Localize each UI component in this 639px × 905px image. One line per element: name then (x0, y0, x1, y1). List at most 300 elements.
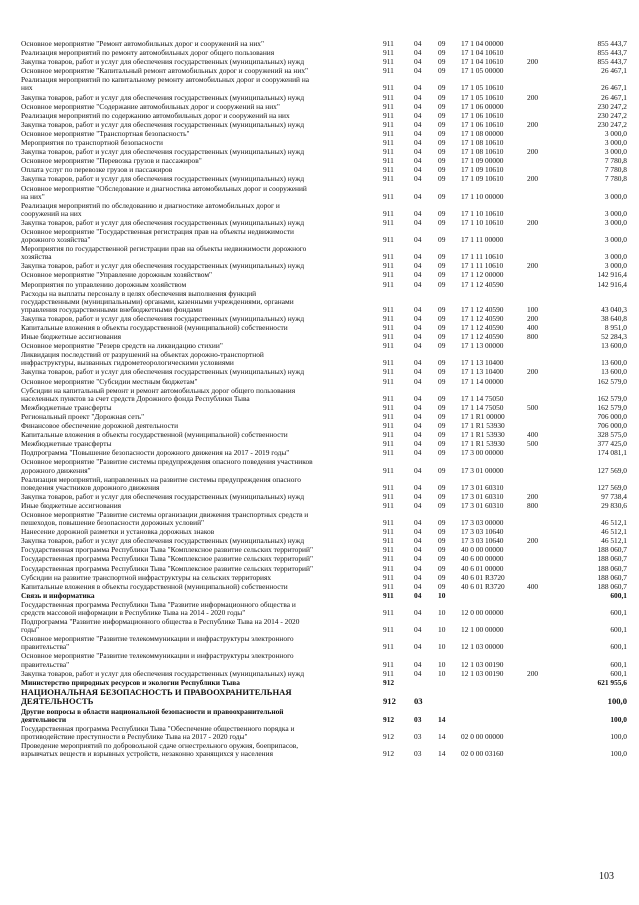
row-name: Основное мероприятие "Обследование и диагностика автомобильных дорог и сооружений на них" (21, 183, 307, 201)
row-target-article-code: 17 1 12 40590 (461, 332, 504, 342)
row-subsection-code: 09 (438, 581, 446, 591)
row-amount: 230 247,2 (597, 101, 627, 111)
row-grbs-code: 911 (383, 465, 394, 475)
row-grbs-code: 911 (383, 659, 394, 669)
row-target-article-code: 17 1 10 10610 (461, 208, 504, 218)
row-section-code: 04 (414, 191, 422, 201)
row-amount: 13 600,0 (601, 358, 627, 368)
row-target-article-code: 17 1 06 00000 (461, 101, 504, 111)
row-target-article-code: 17 3 01 60310 (461, 500, 504, 510)
row-grbs-code: 911 (383, 402, 394, 412)
row-subsection-code: 09 (438, 367, 446, 377)
row-subsection-code: 09 (438, 332, 446, 342)
table-row (0, 476, 639, 492)
row-target-article-code: 17 1 R1 00000 (461, 411, 505, 421)
row-grbs-code: 911 (383, 642, 394, 652)
row-section-code: 04 (414, 39, 422, 48)
row-section-code: 04 (414, 482, 422, 492)
row-target-article-code: 17 1 04 10610 (461, 48, 504, 58)
row-amount: 7 780,8 (604, 165, 627, 175)
row-grbs-code: 911 (383, 448, 394, 458)
row-section-code: 04 (414, 411, 422, 421)
row-subsection-code: 09 (438, 119, 446, 129)
row-section-code: 04 (414, 668, 422, 678)
row-expense-type-code: 200 (527, 491, 539, 501)
row-subsection-code: 09 (438, 545, 446, 555)
row-name: Закупка товаров, работ и услуг для обеспечения государственных (муниципальных) нужд (21, 261, 305, 271)
row-subsection-code: 09 (438, 448, 446, 458)
row-target-article-code: 12 1 00 00000 (461, 625, 504, 635)
row-target-article-code: 17 1 10 10610 (461, 217, 504, 227)
row-amount: 855 443,7 (597, 57, 627, 67)
row-amount: 3 000,0 (604, 147, 627, 157)
table-row (0, 112, 639, 120)
row-section-code: 04 (414, 491, 422, 501)
row-subsection-code: 09 (438, 491, 446, 501)
budget-table (0, 40, 639, 758)
row-amount: 3 000,0 (604, 252, 627, 262)
row-amount: 600,1 (610, 608, 627, 618)
table-row (0, 342, 639, 350)
row-section-code: 04 (414, 536, 422, 546)
row-expense-type-code: 800 (527, 332, 539, 342)
row-grbs-code: 911 (383, 536, 394, 546)
row-section-code: 04 (414, 376, 422, 386)
row-amount: 3 000,0 (604, 217, 627, 227)
table-row (0, 49, 639, 57)
row-section-code: 04 (414, 608, 422, 618)
row-target-article-code: 02 0 00 00000 (461, 731, 504, 741)
row-amount: 706 000,0 (597, 411, 627, 421)
table-row (0, 708, 639, 724)
row-grbs-code: 911 (383, 581, 394, 591)
row-amount: 162 579,0 (597, 376, 627, 386)
row-target-article-code: 17 1 R1 53930 (461, 421, 505, 431)
row-amount: 230 247,2 (597, 110, 627, 120)
row-section-code: 04 (414, 101, 422, 111)
row-subsection-code: 09 (438, 323, 446, 333)
row-grbs-code: 911 (383, 393, 394, 403)
row-name: Субсидии на капитальный ремонт и ремонт автомобильных дорог общего пользования населенных пунктов за счет средств Дорожного фонда Республики Тыва (21, 385, 296, 403)
row-section-code: 04 (414, 625, 422, 635)
row-target-article-code: 17 1 12 40590 (461, 323, 504, 333)
row-grbs-code: 911 (383, 545, 394, 555)
row-expense-type-code: 200 (527, 119, 539, 129)
row-amount: 26 467,1 (601, 92, 627, 102)
row-section-code: 04 (414, 261, 422, 271)
row-grbs-code: 911 (383, 625, 394, 635)
row-subsection-code: 09 (438, 191, 446, 201)
row-section-code: 04 (414, 439, 422, 449)
row-section-code: 04 (414, 235, 422, 245)
row-grbs-code: 911 (383, 217, 394, 227)
row-subsection-code: 14 (438, 731, 446, 741)
table-row (0, 94, 639, 102)
row-target-article-code: 17 1 11 10610 (461, 252, 504, 262)
row-target-article-code: 17 1 14 00000 (461, 376, 504, 386)
row-grbs-code: 911 (383, 421, 394, 431)
row-section-code: 03 (414, 749, 422, 759)
row-amount: 127 569,0 (597, 465, 627, 475)
row-name: Субсидии на развитие транспортной инфраструктуры на сельских территориях (21, 572, 272, 582)
row-amount: 8 951,0 (604, 323, 627, 333)
row-section-code: 04 (414, 430, 422, 440)
row-amount: 174 081,1 (597, 448, 627, 458)
row-subsection-code: 09 (438, 92, 446, 102)
row-section-code: 04 (414, 341, 422, 351)
row-subsection-code: 09 (438, 48, 446, 58)
row-target-article-code: 17 1 12 40590 (461, 279, 504, 289)
row-target-article-code: 17 3 03 00000 (461, 518, 504, 528)
row-target-article-code: 17 1 R1 53930 (461, 439, 505, 449)
table-row (0, 175, 639, 183)
row-grbs-code: 911 (383, 110, 394, 120)
row-target-article-code: 17 1 10 00000 (461, 191, 504, 201)
row-expense-type-code: 200 (527, 217, 539, 227)
row-grbs-code: 911 (383, 92, 394, 102)
row-amount: 600,1 (610, 642, 627, 652)
row-section-code: 04 (414, 358, 422, 368)
row-target-article-code: 17 1 14 75050 (461, 402, 504, 412)
row-subsection-code: 14 (438, 749, 446, 759)
row-subsection-code: 09 (438, 110, 446, 120)
row-expense-type-code: 100 (527, 304, 539, 314)
row-subsection-code: 09 (438, 147, 446, 157)
row-target-article-code: 17 1 14 75050 (461, 393, 504, 403)
row-amount: 46 512,1 (601, 527, 627, 537)
row-target-article-code: 17 1 08 00000 (461, 128, 504, 138)
row-section-code: 04 (414, 147, 422, 157)
row-amount: 3 000,0 (604, 128, 627, 138)
row-section-code: 04 (414, 66, 422, 76)
row-grbs-code: 911 (383, 261, 394, 271)
row-amount: 3 000,0 (604, 235, 627, 245)
row-grbs-code: 911 (383, 411, 394, 421)
row-grbs-code: 911 (383, 518, 394, 528)
row-amount: 706 000,0 (597, 421, 627, 431)
row-expense-type-code: 400 (527, 323, 539, 333)
row-subsection-code: 09 (438, 252, 446, 262)
row-subsection-code: 09 (438, 393, 446, 403)
row-amount: 855 443,7 (597, 48, 627, 58)
row-name: Мероприятия по транспортной безопасности (21, 138, 163, 148)
row-amount: 621 955,6 (597, 677, 627, 687)
row-grbs-code: 911 (383, 235, 394, 245)
row-section-code: 04 (414, 367, 422, 377)
row-grbs-code: 912 (383, 749, 395, 759)
row-subsection-code: 09 (438, 358, 446, 368)
row-subsection-code: 09 (438, 421, 446, 431)
row-amount: 100,0 (610, 714, 627, 724)
row-target-article-code: 17 3 03 10640 (461, 527, 504, 537)
row-subsection-code: 09 (438, 270, 446, 280)
table-row (0, 679, 639, 687)
row-name: Государственная программа Республики Тыва "Комплексное развитие сельских территорий" (21, 545, 313, 555)
row-name: Другие вопросы в области национальной безопасности и правоохранительной деятельности (21, 706, 284, 724)
row-section-code: 04 (414, 208, 422, 218)
row-subsection-code: 09 (438, 304, 446, 314)
table-row (0, 725, 639, 741)
row-expense-type-code: 200 (527, 313, 539, 323)
row-name: Основное мероприятие "Содержание автомобильных дорог и сооружений на них" (21, 101, 280, 111)
row-name: Основное мероприятие "Капитальный ремонт автомобильных дорог и сооружений на них" (21, 66, 309, 76)
row-name: Расходы на выплаты персоналу в целях обеспечения выполнения функций государственными (муниципальными) органами, казенными учреждениями, органами управления государственными внебюджетными фондами (21, 288, 294, 314)
row-grbs-code: 911 (383, 527, 394, 537)
row-subsection-code: 09 (438, 518, 446, 528)
row-target-article-code: 17 1 11 00000 (461, 235, 504, 245)
row-grbs-code: 911 (383, 572, 394, 582)
row-target-article-code: 17 1 13 10400 (461, 358, 504, 368)
table-row (0, 742, 639, 758)
row-section-code: 04 (414, 83, 422, 93)
row-name: Закупка товаров, работ и услуг для обеспечения государственных (муниципальных) нужд (21, 313, 305, 323)
row-subsection-code: 09 (438, 156, 446, 166)
row-subsection-code: 10 (438, 625, 446, 635)
row-amount: 600,1 (610, 659, 627, 669)
row-grbs-code: 911 (383, 668, 394, 678)
row-expense-type-code: 400 (527, 430, 539, 440)
row-amount: 188 060,7 (597, 581, 627, 591)
table-row (0, 431, 639, 439)
row-name: Реализация мероприятий по капитальному ремонту автомобильных дорог и сооружений на них (21, 75, 310, 93)
row-subsection-code: 10 (438, 590, 446, 600)
row-section-code: 04 (414, 217, 422, 227)
row-expense-type-code: 200 (527, 668, 539, 678)
row-name: Основное мероприятие "Развитие системы предупреждения опасного поведения участников дорожного движения" (21, 457, 313, 475)
row-subsection-code: 09 (438, 279, 446, 289)
row-name: Министерство природных ресурсов и экологии Республики Тыва (21, 677, 240, 687)
row-name: Капитальные вложения в объекты государственной (муниципальной) собственности (21, 323, 288, 333)
row-name: Закупка товаров, работ и услуг для обеспечения государственных (муниципальных) нужд (21, 536, 305, 546)
row-expense-type-code: 200 (527, 147, 539, 157)
table-row (0, 592, 639, 600)
row-name: Государственная программа Республики Тыва "Комплексное развитие сельских территорий" (21, 563, 313, 573)
row-subsection-code: 09 (438, 500, 446, 510)
row-subsection-code: 09 (438, 83, 446, 93)
row-amount: 29 830,6 (601, 500, 627, 510)
row-subsection-code: 09 (438, 138, 446, 148)
row-subsection-code: 09 (438, 57, 446, 67)
table-row (0, 618, 639, 634)
table-row (0, 413, 639, 421)
row-target-article-code: 17 1 05 10610 (461, 92, 504, 102)
row-target-article-code: 17 1 05 00000 (461, 66, 504, 76)
row-section-code: 04 (414, 563, 422, 573)
row-subsection-code: 09 (438, 439, 446, 449)
table-row (0, 502, 639, 510)
row-name: Ликвидация последствий от разрушений на объектах дорожно-транспортной инфраструктуры, вызванных гидрометеорологическими условиями (21, 350, 264, 368)
row-subsection-code: 09 (438, 430, 446, 440)
row-amount: 142 916,4 (597, 279, 627, 289)
table-row (0, 422, 639, 430)
table-row (0, 139, 639, 147)
row-grbs-code: 911 (383, 323, 394, 333)
row-name: Нанесение дорожной разметки и установка дорожных знаков (21, 527, 215, 537)
row-expense-type-code: 500 (527, 402, 539, 412)
row-amount: 46 512,1 (601, 536, 627, 546)
row-amount: 127 569,0 (597, 482, 627, 492)
row-grbs-code: 911 (383, 367, 394, 377)
row-grbs-code: 911 (383, 439, 394, 449)
row-amount: 188 060,7 (597, 563, 627, 573)
row-target-article-code: 17 3 01 60310 (461, 482, 504, 492)
row-amount: 46 512,1 (601, 518, 627, 528)
row-name: Основное мероприятие "Государственная регистрация прав на объекты недвижимости дорожного хозяйства" (21, 226, 295, 245)
row-amount: 100,0 (607, 696, 627, 707)
row-subsection-code: 10 (438, 642, 446, 652)
row-target-article-code: 17 1 08 10610 (461, 138, 504, 148)
row-grbs-code: 911 (383, 119, 394, 129)
row-name: Оплата услуг по перевозке грузов и пассажиров (21, 165, 173, 175)
row-grbs-code: 911 (383, 358, 394, 368)
row-section-code: 03 (414, 696, 423, 707)
row-subsection-code: 09 (438, 66, 446, 76)
row-name: Иные бюджетные ассигнования (21, 500, 122, 510)
row-amount: 600,1 (610, 668, 627, 678)
row-section-code: 04 (414, 590, 422, 600)
row-subsection-code: 09 (438, 482, 446, 492)
row-section-code: 04 (414, 500, 422, 510)
table-row (0, 601, 639, 617)
row-amount: 377 425,0 (597, 439, 627, 449)
table-row (0, 40, 639, 48)
row-target-article-code: 17 1 09 10610 (461, 165, 504, 175)
table-row (0, 58, 639, 66)
row-section-code: 04 (414, 57, 422, 67)
row-subsection-code: 09 (438, 527, 446, 537)
row-name: Закупка товаров, работ и услуг для обеспечения государственных (муниципальных) нужд (21, 147, 305, 157)
row-amount: 13 600,0 (601, 367, 627, 377)
row-name: Проведение мероприятий по добровольной сдаче огнестрельного оружия, боеприпасов, взрывчатых веществ и взрывных устройств, незаконно хранящихся у населения (21, 741, 299, 759)
row-name: Основное мероприятие "Управление дорожным хозяйством" (21, 270, 213, 280)
row-grbs-code: 911 (383, 304, 394, 314)
row-target-article-code: 17 1 12 00000 (461, 270, 504, 280)
row-name: Закупка товаров, работ и услуг для обеспечения государственных (муниципальных) нужд (21, 92, 305, 102)
row-name: Межбюджетные трансферты (21, 439, 112, 449)
row-grbs-code: 911 (383, 147, 394, 157)
row-section-code: 04 (414, 554, 422, 564)
row-subsection-code: 09 (438, 411, 446, 421)
row-target-article-code: 17 1 09 10610 (461, 174, 504, 184)
row-expense-type-code: 200 (527, 92, 539, 102)
row-expense-type-code: 500 (527, 439, 539, 449)
row-subsection-code: 09 (438, 376, 446, 386)
row-section-code: 04 (414, 393, 422, 403)
row-grbs-code: 911 (383, 500, 394, 510)
row-amount: 3 000,0 (604, 138, 627, 148)
row-name: Закупка товаров, работ и услуг для обеспечения государственных (муниципальных) нужд (21, 57, 305, 67)
row-amount: 3 000,0 (604, 208, 627, 218)
row-target-article-code: 12 1 03 00190 (461, 659, 504, 669)
row-subsection-code: 14 (438, 714, 446, 724)
row-grbs-code: 912 (383, 731, 395, 741)
row-grbs-code: 911 (383, 208, 394, 218)
row-amount: 142 916,4 (597, 270, 627, 280)
row-grbs-code: 911 (383, 270, 394, 280)
table-row (0, 166, 639, 174)
row-target-article-code: 40 6 01 R3720 (461, 581, 505, 591)
row-name: Государственная программа Республики Тыва "Комплексное развитие сельских территорий" (21, 554, 313, 564)
row-amount: 188 060,7 (597, 554, 627, 564)
row-name: Подпрограмма "Повышение безопасности дорожного движения на 2017 - 2019 годы" (21, 448, 290, 458)
row-name: Закупка товаров, работ и услуг для обеспечения государственных (муниципальных) нужд (21, 217, 305, 227)
row-target-article-code: 17 1 04 00000 (461, 39, 504, 48)
row-amount: 188 060,7 (597, 572, 627, 582)
table-row (0, 493, 639, 501)
row-section-code: 04 (414, 92, 422, 102)
row-grbs-code: 911 (383, 57, 394, 67)
row-target-article-code: 17 1 11 10610 (461, 261, 504, 271)
row-target-article-code: 17 3 01 60310 (461, 491, 504, 501)
table-row (0, 574, 639, 582)
row-section-code: 03 (414, 731, 422, 741)
table-row (0, 652, 639, 668)
row-subsection-code: 09 (438, 554, 446, 564)
row-section-code: 04 (414, 174, 422, 184)
row-section-code: 03 (414, 714, 422, 724)
row-target-article-code: 17 3 00 00000 (461, 448, 504, 458)
table-row (0, 148, 639, 156)
table-row (0, 219, 639, 227)
row-name: Мероприятия по управлению дорожным хозяйством (21, 279, 187, 289)
row-section-code: 04 (414, 402, 422, 412)
row-target-article-code: 12 1 03 00000 (461, 642, 504, 652)
row-expense-type-code: 200 (527, 174, 539, 184)
row-grbs-code: 911 (383, 590, 394, 600)
row-section-code: 04 (414, 313, 422, 323)
row-amount: 52 284,3 (601, 332, 627, 342)
row-amount: 97 738,4 (601, 491, 627, 501)
row-name: Государственная программа Республики Тыва "Развитие информационного общества и средств массовой информации в Республике Тыва на 2014 - 2020 годы" (21, 599, 296, 618)
table-row (0, 688, 639, 707)
row-expense-type-code: 200 (527, 57, 539, 67)
row-name: Основное мероприятие "Развитие системы организации движения транспортных средств и пешеходов, повышение безопасности дорожных условий" (21, 509, 309, 528)
row-target-article-code: 17 1 R1 53930 (461, 430, 505, 440)
row-subsection-code: 09 (438, 313, 446, 323)
row-target-article-code: 17 1 12 40590 (461, 313, 504, 323)
row-amount: 328 575,0 (597, 430, 627, 440)
row-amount: 600,1 (610, 625, 627, 635)
row-name: Иные бюджетные ассигнования (21, 332, 122, 342)
row-grbs-code: 911 (383, 563, 394, 573)
row-name: Региональный проект "Дорожная сеть" (21, 411, 145, 421)
row-target-article-code: 40 6 01 R3720 (461, 572, 505, 582)
row-amount: 13 600,0 (601, 341, 627, 351)
row-grbs-code: 911 (383, 332, 394, 342)
row-subsection-code: 09 (438, 101, 446, 111)
row-expense-type-code: 200 (527, 536, 539, 546)
row-target-article-code: 17 1 05 10610 (461, 83, 504, 93)
row-amount: 38 640,8 (601, 313, 627, 323)
row-name: Мероприятия по государственной регистрации прав на объекты недвижимости дорожного хозяйства (21, 244, 307, 262)
row-grbs-code: 911 (383, 156, 394, 166)
row-target-article-code: 40 6 00 00000 (461, 554, 504, 564)
table-row (0, 528, 639, 536)
table-row (0, 228, 639, 244)
row-name: Закупка товаров, работ и услуг для обеспечения государственных (муниципальных) нужд (21, 119, 305, 129)
row-grbs-code: 911 (383, 341, 394, 351)
row-grbs-code: 911 (383, 66, 394, 76)
row-amount: 230 247,2 (597, 119, 627, 129)
row-name: Основное мероприятие "Ремонт автомобильных дорог и сооружений на них" (21, 39, 264, 48)
row-section-code: 04 (414, 527, 422, 537)
row-grbs-code: 911 (383, 279, 394, 289)
page-number: 103 (599, 871, 614, 882)
row-name: Реализация мероприятий, направленных на развитие системы предупреждения опасного поведения участников дорожного движения (21, 474, 301, 492)
table-row (0, 315, 639, 323)
row-name: Межбюджетные трансферты (21, 402, 112, 412)
row-amount: 855 443,7 (597, 39, 627, 48)
